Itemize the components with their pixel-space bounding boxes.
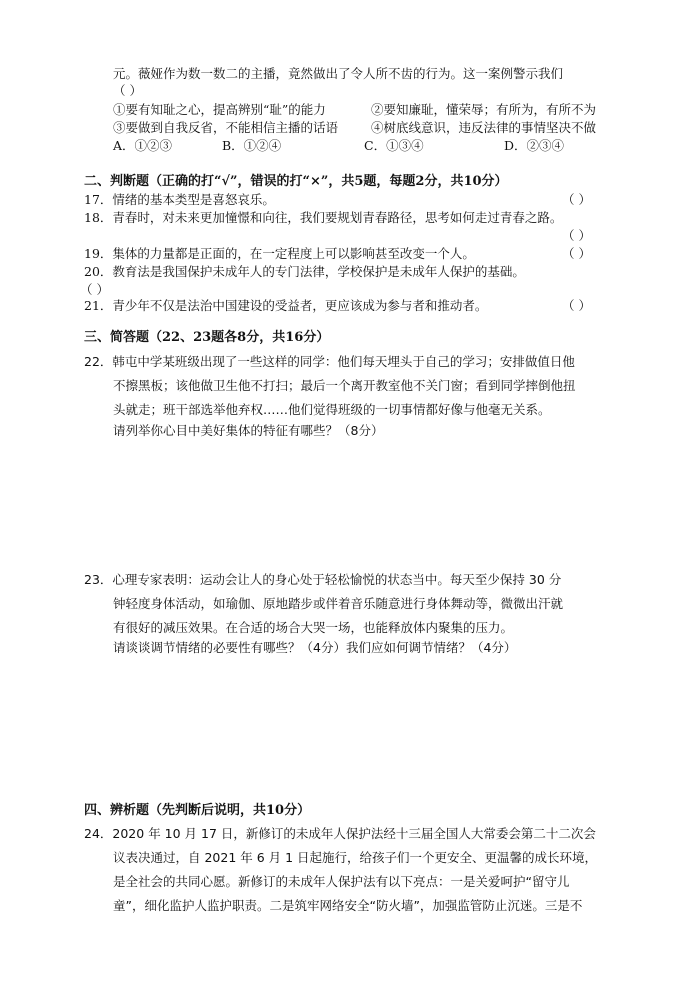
q16-option-2: ②要知廉耻，懂荣辱；有所为，有所不为 — [371, 102, 597, 117]
q20: 20．教育法是我国保护未成年人的专门法律，学校保护是未成年人保护的基础。 — [84, 264, 525, 279]
q24-line-1: 24．2020 年 10 月 17 日，新修订的未成年人保护法经十三届全国人大常委会第二十二次会 — [84, 826, 596, 841]
q22-line-3: 头就走；班干部选举他弃权……他们觉得班级的一切事情都好像与他毫无关系。 — [113, 402, 551, 417]
q23-line-2: 钟轻度身体活动，如瑜伽、原地踏步或伴着音乐随意进行身体舞动等，微微出汗就 — [113, 596, 564, 611]
q16-choice-d: D．②③④ — [504, 138, 565, 153]
q22-prompt: 请列举你心目中美好集体的特征有哪些？（8分） — [113, 423, 384, 438]
q20-blank: （ ） — [80, 282, 109, 297]
q18-blank: （ ） — [562, 228, 591, 243]
q16-choice-a: A．①②③ — [113, 138, 173, 153]
q18: 18．青春时，对未来更加憧憬和向往，我们要规划青春路径，思考如何走过青春之路。 — [84, 210, 563, 225]
q19-blank: （ ） — [562, 246, 591, 261]
q22-line-2: 不擦黑板；该他做卫生他不打扫；最后一个离开教室他不关门窗；看到同学摔倒他扭 — [113, 378, 576, 393]
q24-line-3: 是全社会的共同心愿。新修订的未成年人保护法有以下亮点：一是关爱呵护“留守儿 — [113, 874, 570, 889]
q21: 21．青少年不仅是法治中国建设的受益者，更应该成为参与者和推动者。 — [84, 298, 488, 313]
section-3-heading: 三、简答题（22、23题各8分，共16分） — [84, 330, 330, 345]
q16-answer-paren: （ ） — [113, 83, 142, 98]
q17: 17．情绪的基本类型是喜怒哀乐。 — [84, 192, 275, 207]
section-2-heading: 二、判断题（正确的打“√”，错误的打“×”，共5题，每题2分，共10分） — [84, 174, 508, 189]
q24-line-2: 议表决通过，自 2021 年 6 月 1 日起施行，给孩子们一个更安全、更温馨的成长环境， — [113, 850, 598, 865]
q16-choice-b: B．①②④ — [222, 138, 282, 153]
q16-option-3: ③要做到自我反省，不能相信主播的话语 — [113, 120, 339, 135]
q17-blank: （ ） — [562, 192, 591, 207]
q21-blank: （ ） — [562, 298, 591, 313]
q23-prompt: 请谈谈调节情绪的必要性有哪些？（4分）我们应如何调节情绪？（4分） — [113, 640, 517, 655]
q16-option-4: ④树底线意识，违反法律的事情坚决不做 — [371, 120, 597, 135]
q23-line-3: 有很好的减压效果。在合适的场合大哭一场，也能释放体内聚集的压力。 — [113, 620, 514, 635]
q22-line-1: 22．韩屯中学某班级出现了一些这样的同学：他们每天埋头于自己的学习；安排做值日他 — [84, 354, 575, 369]
q16-choice-c: C．①③④ — [364, 138, 424, 153]
q24-line-4: 童”，细化监护人监护职责。二是筑牢网络安全“防火墙”，加强监管防止沉迷。三是不 — [113, 898, 583, 913]
q23-line-1: 23．心理专家表明：运动会让人的身心处于轻松愉悦的状态当中。每天至少保持 30 分 — [84, 572, 562, 587]
q16-stem-tail: 元。薇娅作为数一数二的主播，竟然做出了令人所不齿的行为。这一案例警示我们 — [113, 66, 564, 81]
q16-option-1: ①要有知耻之心，提高辨别“耻”的能力 — [113, 102, 326, 117]
section-4-heading: 四、辨析题（先判断后说明，共10分） — [84, 803, 311, 818]
q19: 19．集体的力量都是正面的，在一定程度上可以影响甚至改变一个人。 — [84, 246, 475, 261]
